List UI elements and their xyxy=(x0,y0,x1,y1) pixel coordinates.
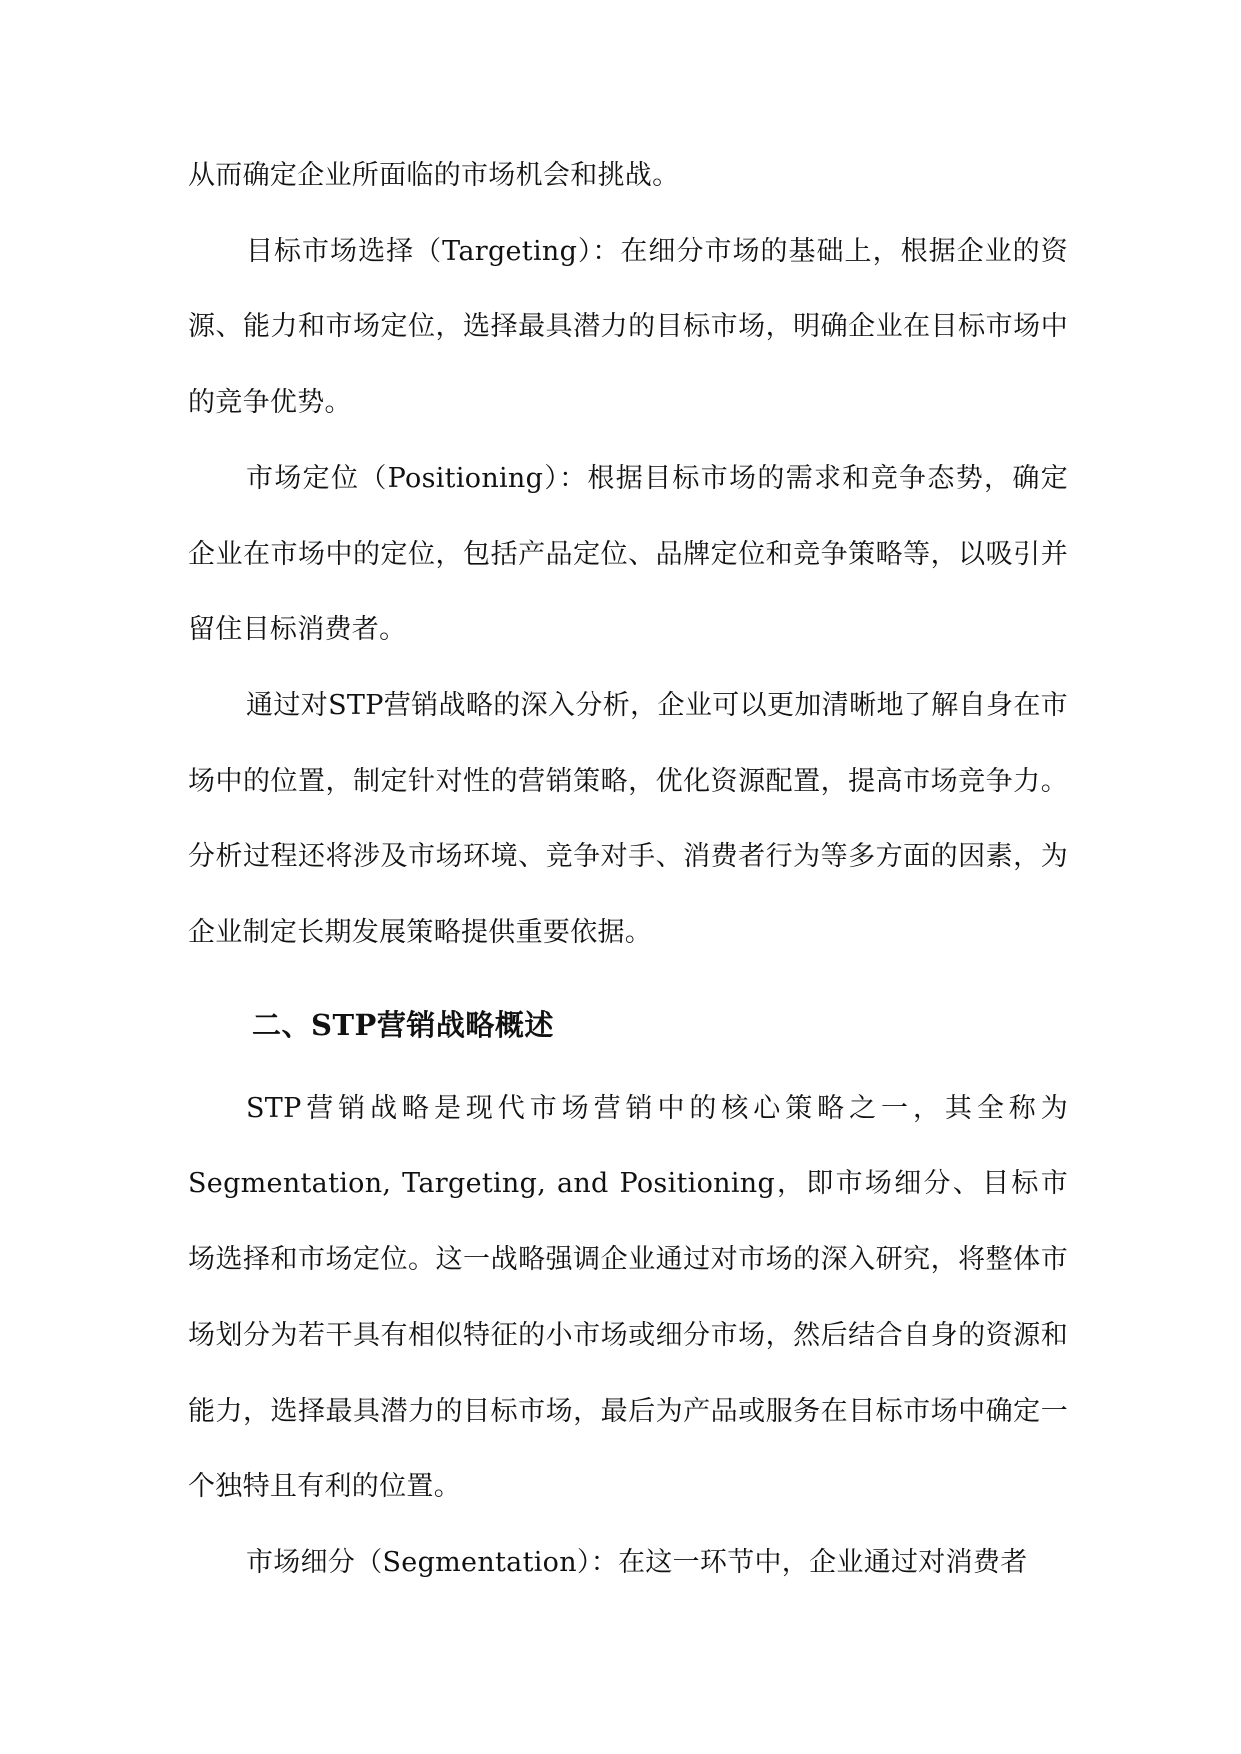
paragraph-continuation: 从而确定企业所面临的市场机会和挑战。 xyxy=(188,160,680,191)
paragraph-positioning: 市场定位（Positioning）：根据目标市场的需求和竞争态势，确定企业在市场中的定位，包括产品定位、品牌定位和竞争策略等，以吸引并留住目标消费者。 xyxy=(188,462,1068,646)
section-heading: 二、STP营销战略概述 xyxy=(252,1007,554,1042)
paragraph-analysis-summary: 通过对STP营销战略的深入分析，企业可以更加清晰地了解自身在市场中的位置，制定针对性的营销策略，优化资源配置，提高市场竞争力。分析过程还将涉及市场环境、竞争对手、消费者行为等多方面的因素，为企业制定长期发展策略提供重要依据。 xyxy=(188,689,1068,949)
paragraph-segmentation: 市场细分（Segmentation）：在这一环节中，企业通过对消费者 xyxy=(246,1546,1028,1578)
paragraph-stp-overview: STP营销战略是现代市场营销中的核心策略之一，其全称为Segmentation, Targeting, and Positioning，即市场细分、目标市场选择和市场定位。这一战略强调企业通过对市场的深入研究，将整体市场划分为若干具有相似特征的小市场或细分市场，然后结合自身的资源和能力，选择最具潜力的目标市场，最后为产品或服务在目标市场中确定一个独特且有利的位置。 xyxy=(188,1092,1068,1503)
document-body xyxy=(188,138,1068,1601)
paragraph-targeting: 目标市场选择（Targeting）：在细分市场的基础上，根据企业的资源、能力和市场定位，选择最具潜力的目标市场，明确企业在目标市场中的竞争优势。 xyxy=(188,235,1068,419)
